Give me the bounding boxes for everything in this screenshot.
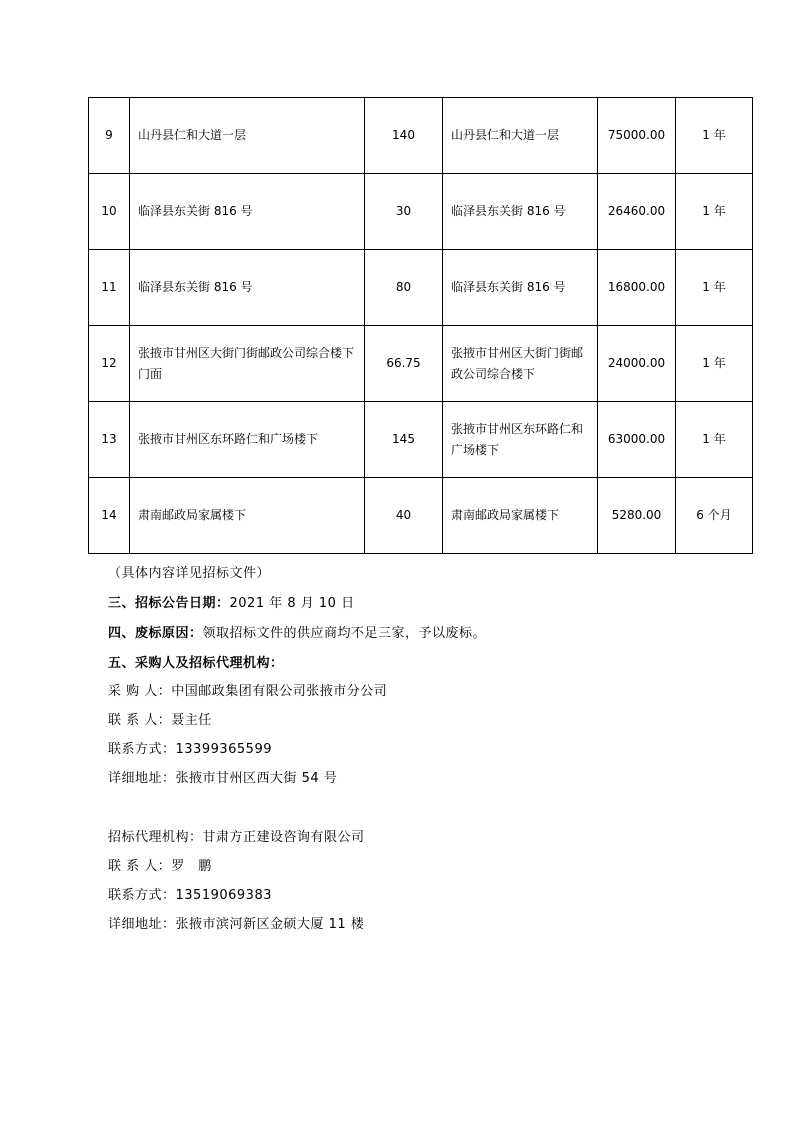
- row-number: 12: [89, 326, 130, 402]
- field-label: 联系方式：: [108, 888, 176, 903]
- row-number: 14: [89, 478, 130, 554]
- row-number: 10: [89, 174, 130, 250]
- property-price: 26460.00: [598, 174, 676, 250]
- property-price: 5280.00: [598, 478, 676, 554]
- agency-name: 甘肃方正建设咨询有限公司: [202, 830, 365, 845]
- property-location: 临泽县东关街 816 号: [443, 174, 598, 250]
- property-location: 张掖市甘州区东环路仁和广场楼下: [443, 402, 598, 478]
- table-row: [89, 326, 753, 402]
- section-heading: 五、采购人及招标代理机构：: [108, 656, 284, 671]
- property-address: 山丹县仁和大道一层: [130, 98, 365, 174]
- row-number: 13: [89, 402, 130, 478]
- table-row: [89, 98, 753, 174]
- lease-term: 1 年: [676, 250, 753, 326]
- agency-address: 张掖市滨河新区金硕大厦 11 楼: [175, 917, 365, 932]
- field-label: 招标代理机构：: [108, 830, 203, 845]
- table-row: [89, 174, 753, 250]
- property-area: 140: [365, 98, 443, 174]
- property-address: 临泽县东关街 816 号: [130, 174, 365, 250]
- lots-table: [88, 97, 753, 554]
- table-note: （具体内容详见招标文件）: [108, 566, 271, 581]
- lease-term: 1 年: [676, 174, 753, 250]
- purchaser-address: 张掖市甘州区西大街 54 号: [175, 771, 338, 786]
- property-area: 145: [365, 402, 443, 478]
- announcement-date: 2021 年 8 月 10 日: [229, 596, 355, 611]
- property-address: 肃南邮政局家属楼下: [130, 478, 365, 554]
- property-price: 75000.00: [598, 98, 676, 174]
- row-number: 9: [89, 98, 130, 174]
- property-location: 山丹县仁和大道一层: [443, 98, 598, 174]
- property-price: 24000.00: [598, 326, 676, 402]
- cancellation-reason: 领取招标文件的供应商均不足三家，予以废标。: [202, 626, 487, 641]
- property-area: 40: [365, 478, 443, 554]
- agency-phone: 13519069383: [175, 888, 272, 903]
- lease-term: 1 年: [676, 98, 753, 174]
- table-row: [89, 478, 753, 554]
- property-area: 80: [365, 250, 443, 326]
- field-label: 采 购 人：: [108, 684, 172, 699]
- property-address: 张掖市甘州区大街门街邮政公司综合楼下门面: [130, 326, 365, 402]
- field-label: 详细地址：: [108, 771, 176, 786]
- property-address: 临泽县东关街 816 号: [130, 250, 365, 326]
- purchaser-contact-line: [108, 709, 212, 728]
- agency-contact-line: [108, 855, 212, 874]
- agency-phone-line: [108, 884, 272, 903]
- agency-contact: 罗 鹏: [171, 859, 212, 874]
- property-area: 66.75: [365, 326, 443, 402]
- purchaser-phone: 13399365599: [175, 742, 272, 757]
- purchaser-contact: 聂主任: [171, 713, 212, 728]
- property-price: 63000.00: [598, 402, 676, 478]
- agency-address-line: [108, 913, 364, 932]
- property-price: 16800.00: [598, 250, 676, 326]
- table-row: [89, 250, 753, 326]
- property-area: 30: [365, 174, 443, 250]
- purchaser-phone-line: [108, 738, 272, 757]
- cancellation-reason-line: [108, 622, 486, 641]
- field-label: 联 系 人：: [108, 859, 172, 874]
- purchaser-name-line: [108, 680, 387, 699]
- property-location: 张掖市甘州区大街门街邮政公司综合楼下: [443, 326, 598, 402]
- field-label: 详细地址：: [108, 917, 176, 932]
- lease-term: 6 个月: [676, 478, 753, 554]
- property-location: 临泽县东关街 816 号: [443, 250, 598, 326]
- field-label: 联 系 人：: [108, 713, 172, 728]
- section-heading: 四、废标原因：: [108, 626, 203, 641]
- purchaser-address-line: [108, 767, 337, 786]
- lease-term: 1 年: [676, 326, 753, 402]
- property-location: 肃南邮政局家属楼下: [443, 478, 598, 554]
- row-number: 11: [89, 250, 130, 326]
- property-address: 张掖市甘州区东环路仁和广场楼下: [130, 402, 365, 478]
- announcement-date-line: [108, 592, 355, 611]
- purchaser-name: 中国邮政集团有限公司张掖市分公司: [171, 684, 388, 699]
- agency-name-line: [108, 826, 365, 845]
- lease-term: 1 年: [676, 402, 753, 478]
- table-row: [89, 402, 753, 478]
- field-label: 联系方式：: [108, 742, 176, 757]
- section-heading: 三、招标公告日期：: [108, 596, 230, 611]
